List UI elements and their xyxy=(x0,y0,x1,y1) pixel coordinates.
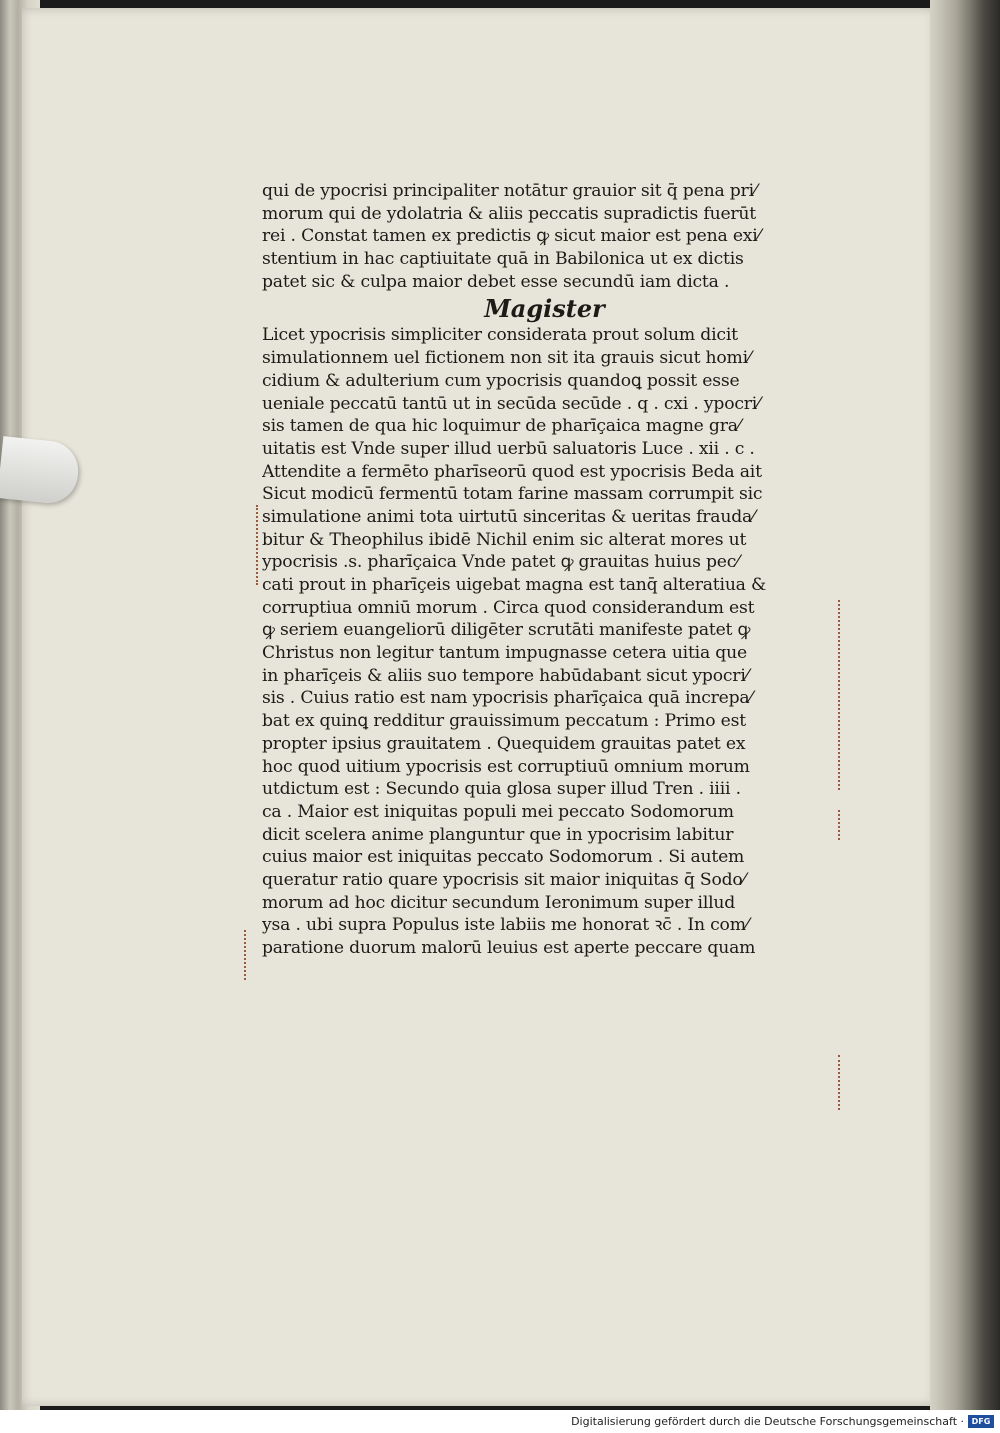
text-line: simulationnem uel fictionem non sit ita grauis sicut homi⁄ xyxy=(262,348,751,369)
text-line: ueniale peccatū tantū ut in secūda secūde . q . cxi . ypocri⁄ xyxy=(262,393,760,414)
section-heading: Magister xyxy=(484,294,605,324)
text-line: patet sic & culpa maior debet esse secundū iam dicta . xyxy=(262,271,730,292)
margin-bracket-3 xyxy=(830,810,840,840)
text-line: paratione duorum malorū leuius est aperte peccare quam xyxy=(262,938,756,958)
text-line: morum qui de ydolatria & aliis peccatis supradictis fuerūt xyxy=(262,203,757,224)
text-line: cidium & adulterium cum ypocrisis quandoꝗ possit esse xyxy=(262,370,740,391)
text-line: ꝙ seriem euangeliorū diligēter scrutāti manifeste patet ꝙ xyxy=(262,620,751,641)
text-line: hoc quod uitium ypocrisis est corruptiuū omnium morum xyxy=(262,756,750,777)
text-line: bat ex quinꝗ redditur grauissimum peccatum : Primo est xyxy=(262,711,746,732)
text-line: uitatis est Vnde super illud uerbū saluatoris Luce . xii . c . xyxy=(262,438,755,459)
text-line: Attendite a fermēto pharīseorū quod est ypocrisis Beda ait xyxy=(262,461,762,482)
text-line: simulatione animi tota uirtutū sinceritas & ueritas frauda⁄ xyxy=(262,506,755,527)
margin-bracket-4 xyxy=(244,930,254,980)
text-line: Christus non legitur tantum impugnasse cetera uitia que xyxy=(262,643,747,664)
text-line: propter ipsius grauitatem . Quequidem grauitas patet ex xyxy=(262,733,746,754)
margin-bracket-2 xyxy=(830,600,840,790)
dfg-logo-icon: DFG xyxy=(968,1415,994,1428)
text-line: dicit scelera anime planguntur que in ypocrisim labitur xyxy=(262,824,734,845)
text-line: ysa . ubi supra Populus iste labiis me honorat ꝛc̄ . In com⁄ xyxy=(262,915,749,936)
text-line: Sicut modicū fermentū totam farine massam corrumpit sic xyxy=(262,484,763,505)
text-line: utdictum est : Secundo quia glosa super illud Tren . iiii . xyxy=(262,779,741,800)
text-line: cati prout in pharīçeis uigebat magna est tanq̄ alteratiua & xyxy=(262,575,767,595)
text-column xyxy=(262,180,827,960)
text-line: stentium in hac captiuitate quā in Babilonica ut ex dictis xyxy=(262,249,744,270)
text-line: in pharīçeis & aliis suo tempore habūdabant sicut ypocri⁄ xyxy=(262,665,749,686)
text-line: ypocrisis .s. pharīçaica Vnde patet ꝙ grauitas huius pec⁄ xyxy=(262,552,739,573)
text-line: rei . Constat tamen ex predictis ꝙ sicut maior est pena exi⁄ xyxy=(262,226,761,247)
footer-bar xyxy=(0,1410,1000,1433)
text-line: bitur & Theophilus ibidē Nichil enim sic alterat mores ut xyxy=(262,529,747,550)
text-line: morum ad hoc dicitur secundum Ieronimum super illud xyxy=(262,892,736,913)
text-line: sis tamen de qua hic loquimur de pharīçaica magne gra⁄ xyxy=(262,416,741,437)
margin-bracket-5 xyxy=(830,1055,840,1110)
text-line: cuius maior est iniquitas peccato Sodomorum . Si autem xyxy=(262,847,745,868)
text-line: ca . Maior est iniquitas populi mei peccato Sodomorum xyxy=(262,801,734,822)
book-edge xyxy=(930,0,1000,1410)
funding-credit: Digitalisierung gefördert durch die Deutsche Forschungsgemeinschaft · xyxy=(571,1415,964,1428)
text-line: corruptiua omniū morum . Circa quod considerandum est xyxy=(262,597,755,618)
text-line: queratur ratio quare ypocrisis sit maior iniquitas q̄ Sodo⁄ xyxy=(262,869,746,890)
text-line: sis . Cuius ratio est nam ypocrisis pharīçaica quā increpa⁄ xyxy=(262,688,753,709)
text-line: qui de ypocrisi principaliter notātur grauior sit q̄ pena pri⁄ xyxy=(262,181,757,201)
text-line: Licet ypocrisis simpliciter considerata prout solum dicit xyxy=(262,325,738,346)
